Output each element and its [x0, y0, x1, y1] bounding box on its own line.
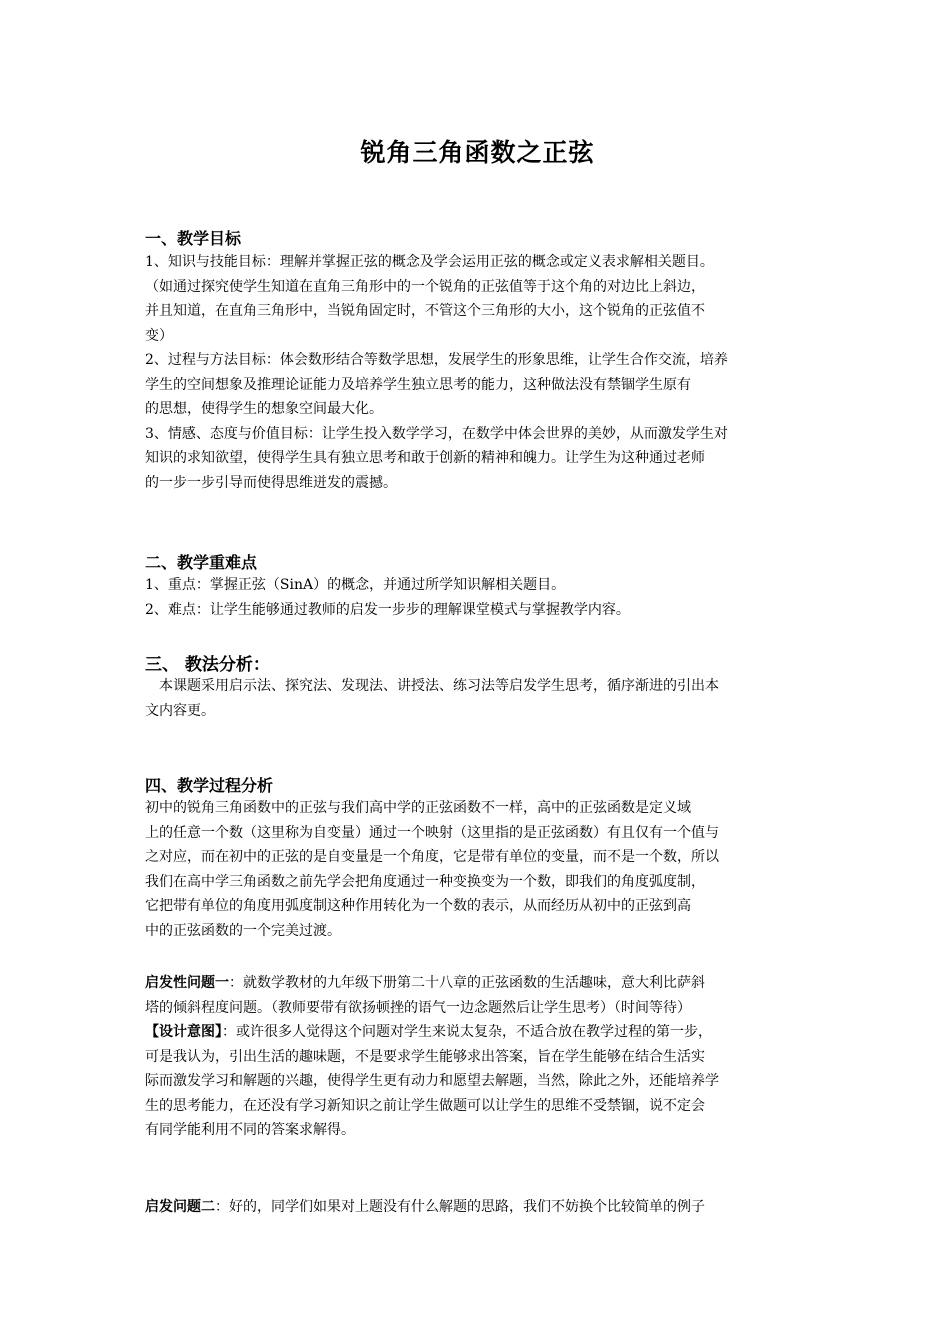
- section-heading-key-points: 二、教学重难点: [145, 553, 258, 572]
- text-line: [145, 1020, 810, 1045]
- text-line: 1、重点：掌握正弦（SinA）的概念，并通过所学知识解相关题目。: [145, 577, 566, 593]
- text-line: 有同学能利用不同的答案求解得。: [145, 1122, 355, 1138]
- text-line: 初中的锐角三角函数中的正弦与我们高中学的正弦函数不一样，高中的正弦函数是定义域: [145, 800, 691, 816]
- text-line: 文内容更。: [145, 702, 215, 719]
- section-heading-objectives: 一、教学目标: [145, 229, 242, 248]
- text-line: 可是我认为，引出生活的趣味题，不是要求学生能够求出答案，旨在学生能够在结合生活实: [145, 1048, 705, 1065]
- text-line: [145, 1195, 810, 1220]
- text-line: 的一步一步引导而使得思维迸发的震撼。: [145, 474, 397, 491]
- question-one-text: ：就数学教材的九年级下册第二十八章的正弦函数的生活趣味，意大利比萨斜: [229, 975, 705, 991]
- section-process-text: [145, 796, 810, 943]
- text-line: 的思想，使得学生的想象空间最大化。: [145, 401, 383, 417]
- section-objectives-text: [145, 250, 810, 495]
- design-intent-label: 【设计意图】: [145, 1024, 222, 1040]
- question-one-label: 启发性问题一: [145, 975, 229, 991]
- text-line: 我们在高中学三角函数之前先学会把角度通过一种变换变为一个数，即我们的角度弧度制，: [145, 873, 705, 890]
- text-line: 并且知道，在直角三角形中，当锐角固定时，不管这个三角形的大小，这个锐角的正弦值不: [145, 303, 705, 319]
- text-line: 塔的倾斜程度问题。（教师要带有欲扬顿挫的语气一边念题然后让学生思考）（时间等待）: [145, 999, 691, 1016]
- text-line: 1、知识与技能目标：理解并掌握正弦的概念及学会运用正弦的概念或定义表求解相关题目。: [145, 254, 714, 270]
- question-two-block: [145, 1195, 810, 1220]
- document-title: 锐角三角函数之正弦: [360, 138, 595, 167]
- text-line: 它把带有单位的角度用弧度制这种作用转化为一个数的表示，从而经历从初中的正弦到高: [145, 898, 691, 914]
- text-line: 3、情感、态度与价值目标：让学生投入数学学习，在数学中体会世界的美妙，从而激发学生对: [145, 425, 728, 442]
- design-intent-text: ：或许很多人觉得这个问题对学生来说太复杂，不适合放在教学过程的第一步，: [222, 1024, 712, 1040]
- question-one-block: [145, 971, 810, 1143]
- text-line: 本课题采用启示法、探究法、发现法、讲授法、练习法等启发学生思考，循序渐进的引出本: [145, 678, 719, 694]
- text-line: [145, 971, 810, 996]
- text-line: 生的思考能力，在还没有学习新知识之前让学生做题可以让学生的思维不受禁锢，说不定会: [145, 1097, 705, 1114]
- section-key-points-text: [145, 573, 810, 622]
- text-line: 之对应，而在初中的正弦的是自变量是一个角度，它是带有单位的变量，而不是一个数，所以: [145, 849, 719, 865]
- text-line: （如通过探究使学生知道在直角三角形中的一个锐角的正弦值等于这个角的对边比上斜边，: [145, 278, 705, 295]
- text-line: 际而激发学习和解题的兴趣，使得学生更有动力和愿望去解题，当然，除此之外，还能培养学: [145, 1073, 719, 1089]
- text-line: 2、过程与方法目标：体会数形结合等数学思想，发展学生的形象思维，让学生合作交流，培养: [145, 352, 728, 368]
- text-line: 中的正弦函数的一个完美过渡。: [145, 922, 341, 939]
- text-line: 知识的求知欲望，使得学生具有独立思考和敢于创新的精神和魄力。让学生为这种通过老师: [145, 450, 705, 466]
- text-line: 上的任意一个数（这里称为自变量）通过一个映射（这里指的是正弦函数）有且仅有一个值与: [145, 824, 719, 841]
- section-heading-process: 四、教学过程分析: [145, 776, 274, 795]
- question-two-text: ：好的，同学们如果对上题没有什么解题的思路，我们不妨换个比较简单的例子: [215, 1199, 705, 1215]
- section-heading-method: 三、 教法分析：: [145, 655, 270, 675]
- section-method-text: [145, 674, 810, 723]
- text-line: 变）: [145, 327, 173, 344]
- text-line: 2、难点：让学生能够通过教师的启发一步步的理解课堂模式与掌握教学内容。: [145, 601, 630, 618]
- question-two-label: 启发问题二: [145, 1199, 215, 1215]
- text-line: 学生的空间想象及推理论证能力及培养学生独立思考的能力，这种做法没有禁锢学生原有: [145, 376, 691, 393]
